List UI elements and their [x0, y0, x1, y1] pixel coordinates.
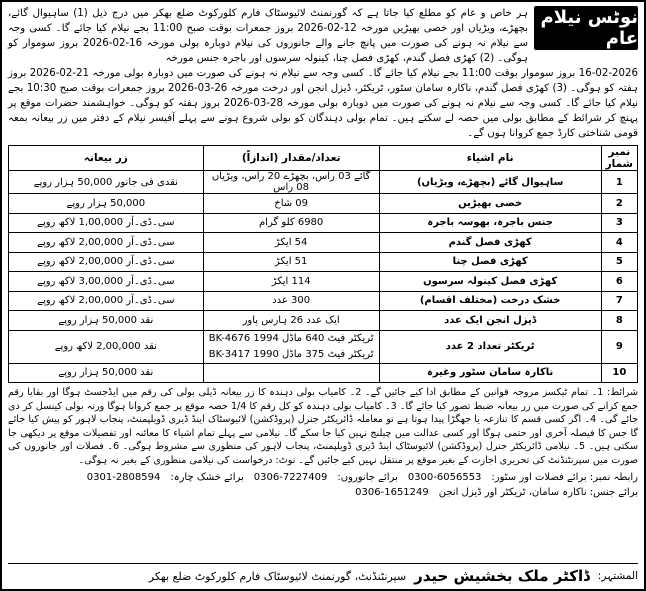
terms-and-conditions: شرائط: 1۔ تمام ٹیکسز مروجہ قوانین کے مطابق ادا کیے جائیں گے۔ 2۔ کامیاب بولی دہندہ کا زر بیعانہ ڈیلی بولی کی رقم میں ایڈجسٹ ہوگا اور بقایا رقم جمع کرانے کی صورت میں زر بیعانہ ضبط تصور کیا جائے گا۔ 3۔ کامیاب بولی دہندہ کو کل رقم کا 1/4 حصہ موقع پر جمع کروانا ہوگا ورنہ بولی کینسل کر دی جائے گی۔ 4۔ اگر کسی قسم کا تنازعہ یا جھگڑا پیدا ہوتا ہے تو معاملہ ڈائریکٹر جنرل (پروڈکشن) لائیوسٹاک اینڈ ڈیری ڈویلپمنٹ، پنجاب لاہور کو پیش کیا جائے گا جس کا فیصلہ آخری اور حتمی ہوگا اور کسی عدالت میں چیلنج نہیں کیا جا سکے گا۔ نیلامی سے پہلے تمام اشیاء کا معائنہ اور تفصیلات موقع پر دیکھی جا سکتی ہیں۔ 5۔ نیلامی ڈائریکٹر جنرل (پروڈکشن) لائیوسٹاک اینڈ ڈیری ڈویلپمنٹ، پنجاب لاہور کی منظوری سے مشروط ہوگی۔ 6۔ فصلات اور جانوروں کی صورت میں سپرنٹنڈنٹ کی تحریری اجازت کے بغیر موقع پر منتقل نہیں کیے جائیں گے۔ نوٹ: درخواست کی نیلامی منظوری کے بغیر نہ ہوگی۔	[8, 387, 638, 466]
advertiser-footer	[8, 563, 638, 585]
contact-row	[8, 470, 638, 485]
row-item-name: ڈیزل انجن ایک عدد	[379, 311, 601, 331]
items-table	[8, 145, 638, 383]
row-item-name: کھڑی فصل کینولہ سرسوں	[379, 272, 601, 292]
contact-phone: 0306-7227409	[253, 472, 328, 483]
row-serial: 4	[601, 233, 637, 253]
row-item-name: ناکارہ سامان سٹور وغیرہ	[379, 363, 601, 383]
row-deposit: نقد 2,00,000 لاکھ روپے	[9, 330, 204, 363]
contact-phone: 0300-6056553	[407, 472, 482, 483]
row-serial: 3	[601, 213, 637, 233]
row-serial: 2	[601, 194, 637, 214]
header-item-name: نام اشیاء	[379, 146, 601, 171]
row-item-name: خصی بھیڑیں	[379, 194, 601, 214]
table-row	[9, 330, 638, 363]
row-serial: 1	[601, 171, 637, 194]
row-item-name: کھڑی فصل گندم	[379, 233, 601, 253]
table-row	[9, 171, 638, 194]
row-serial: 7	[601, 291, 637, 311]
notice-intro-continued: 16-02-2026 بروز سوموار بوقت 11:00 بجے نیلام کیا جائے گا۔ کسی وجہ سے نیلام نہ ہونے کی صورت میں دوبارہ بولی مورخہ 21-02-2026 بروز ہفتہ کو ہوگی۔ (3) کھڑی فصل گندم، ناکارہ سامان سٹور، ٹریکٹر، ڈیزل انجن اور درخت مورخہ 26-03-2026 بروز جمعرات بوقت صبح 10:30 بجے نیلام کیا جائے گا۔ کسی وجہ سے نیلام نہ ہونے کی صورت میں دوبارہ بولی مورخہ 28-03-2026 بروز ہفتہ کو ہوگی۔ خواہشمند حضرات موقع پر پہنچ کر شرائط کے مطابق بولی میں حصہ لے سکتے ہیں۔ تمام بولی دہندگان کو بولی شروع ہونے سے پہلے آفیسر نیلام کے دفتر میں زر بیعانہ بمعہ قومی شناختی کارڈ جمع کروانا ہوں گے۔	[8, 68, 639, 139]
contact-label: رابطہ نمبر: برائے فصلات اور سٹور:	[491, 472, 638, 483]
row-deposit: سی۔ڈی۔آر 2,00,000 لاکھ روپے	[9, 233, 204, 253]
row-deposit: 50,000 ہزار روپے	[9, 194, 204, 214]
row-deposit: نقد 50,000 ہزار روپے	[9, 311, 204, 331]
row-item-name: ٹریکٹر تعداد 2 عدد	[379, 330, 601, 363]
row-serial: 10	[601, 363, 637, 383]
table-row	[9, 194, 638, 214]
row-quantity: ایک عدد 26 ہارس پاور	[203, 311, 379, 331]
contact-phone: 0306-1651249	[355, 487, 429, 498]
row-quantity	[203, 330, 379, 363]
advertiser-label: المشتہر:	[597, 570, 638, 582]
row-item-name: خشک درخت (مختلف اقسام)	[379, 291, 601, 311]
table-row	[9, 311, 638, 331]
row-quantity: 6980 کلو گرام	[203, 213, 379, 233]
contact-label: برائے جانوروں:	[337, 472, 398, 483]
table-row	[9, 252, 638, 272]
row-deposit: نقد 50,000 ہزار روپے	[9, 363, 204, 383]
advertiser-designation: سپرنٹنڈنٹ، گورنمنٹ لائیوسٹاک فارم کلورکوٹ ضلع بھکر	[148, 569, 407, 583]
row-serial: 8	[601, 311, 637, 331]
table-row	[9, 363, 638, 383]
row-quantity: 54 ایکڑ	[203, 233, 379, 253]
table-row	[9, 233, 638, 253]
table-row	[9, 291, 638, 311]
contact-row	[8, 485, 638, 500]
row-deposit: سی۔ڈی۔آر 3,00,000 لاکھ روپے	[9, 272, 204, 292]
row-item-name: جنس باجرہ، بھوسہ باجرہ	[379, 213, 601, 233]
row-quantity-line: ٹریکٹر فیٹ 375 ماڈل 1990 BK-3417	[208, 348, 374, 360]
contact-phone: 0301-2808594	[86, 472, 161, 483]
table-row	[9, 213, 638, 233]
row-serial: 9	[601, 330, 637, 363]
row-quantity	[203, 363, 379, 383]
notice-intro: ہر خاص و عام کو مطلع کیا جاتا ہے کہ گورنمنٹ لائیوسٹاک فارم کلورکوٹ ضلع بھکر میں درج ذیل (1) ساہیوال گائے، بچھڑے، ویڑیاں اور خصی بھیڑیں مورخہ 12-02-2026 بروز جمعرات بوقت صبح 11:00 بجے نیلام کیا جائے گا۔ کسی وجہ سے نیلام نہ ہونے کی صورت میں پانچ جانے والے جانوروں کی نیلام دوبارہ بولی مورخہ 16-02-2026 بروز سوموار کو ہوگی۔ (2) کھڑی فصل گندم، کھڑی فصل چنا، کینولہ سرسوں اور باجرہ جنس مورخہ	[8, 8, 529, 64]
row-quantity: 09 شاخ	[203, 194, 379, 214]
row-quantity-line: ٹریکٹر فیٹ 640 ماڈل 1994 BK-4676	[208, 332, 374, 344]
row-deposit: سی۔ڈی۔آر 2,00,000 لاکھ روپے	[9, 252, 204, 272]
row-quantity: 114 ایکڑ	[203, 272, 379, 292]
header-serial: نمبر شمار	[601, 146, 637, 171]
header-quantity: تعداد/مقدار (اندازاً)	[203, 146, 379, 171]
table-header-row	[9, 146, 638, 171]
row-deposit: نقدی فی جانور 50,000 ہزار روپے	[9, 171, 204, 194]
row-serial: 6	[601, 272, 637, 292]
row-quantity: گائے 03 راس، بچھڑے 20 راس، ویڑیاں 08 راس	[203, 171, 379, 194]
contact-label: برائے خشک چارہ:	[170, 472, 244, 483]
notice-title: نوٹس نیلام عام	[534, 6, 638, 50]
row-quantity: 300 عدد	[203, 291, 379, 311]
row-deposit: سی۔ڈی۔آر 1,00,000 لاکھ روپے	[9, 213, 204, 233]
notice-header	[8, 6, 638, 66]
row-item-name: ساہیوال گائے (بچھڑے، ویڑیاں)	[379, 171, 601, 194]
row-quantity: 51 ایکڑ	[203, 252, 379, 272]
row-deposit: سی۔ڈی۔آر 2,00,000 لاکھ روپے	[9, 291, 204, 311]
contact-label: برائے جنس: ناکارہ سامان، ٹریکٹر اور ڈیزل انجن	[438, 487, 638, 498]
table-row	[9, 272, 638, 292]
row-serial: 5	[601, 252, 637, 272]
header-deposit: زر بیعانہ	[9, 146, 204, 171]
row-item-name: کھڑی فصل چنا	[379, 252, 601, 272]
advertiser-name: ڈاکٹر ملک بخشیش حیدر	[414, 567, 590, 585]
contact-info	[8, 470, 638, 500]
